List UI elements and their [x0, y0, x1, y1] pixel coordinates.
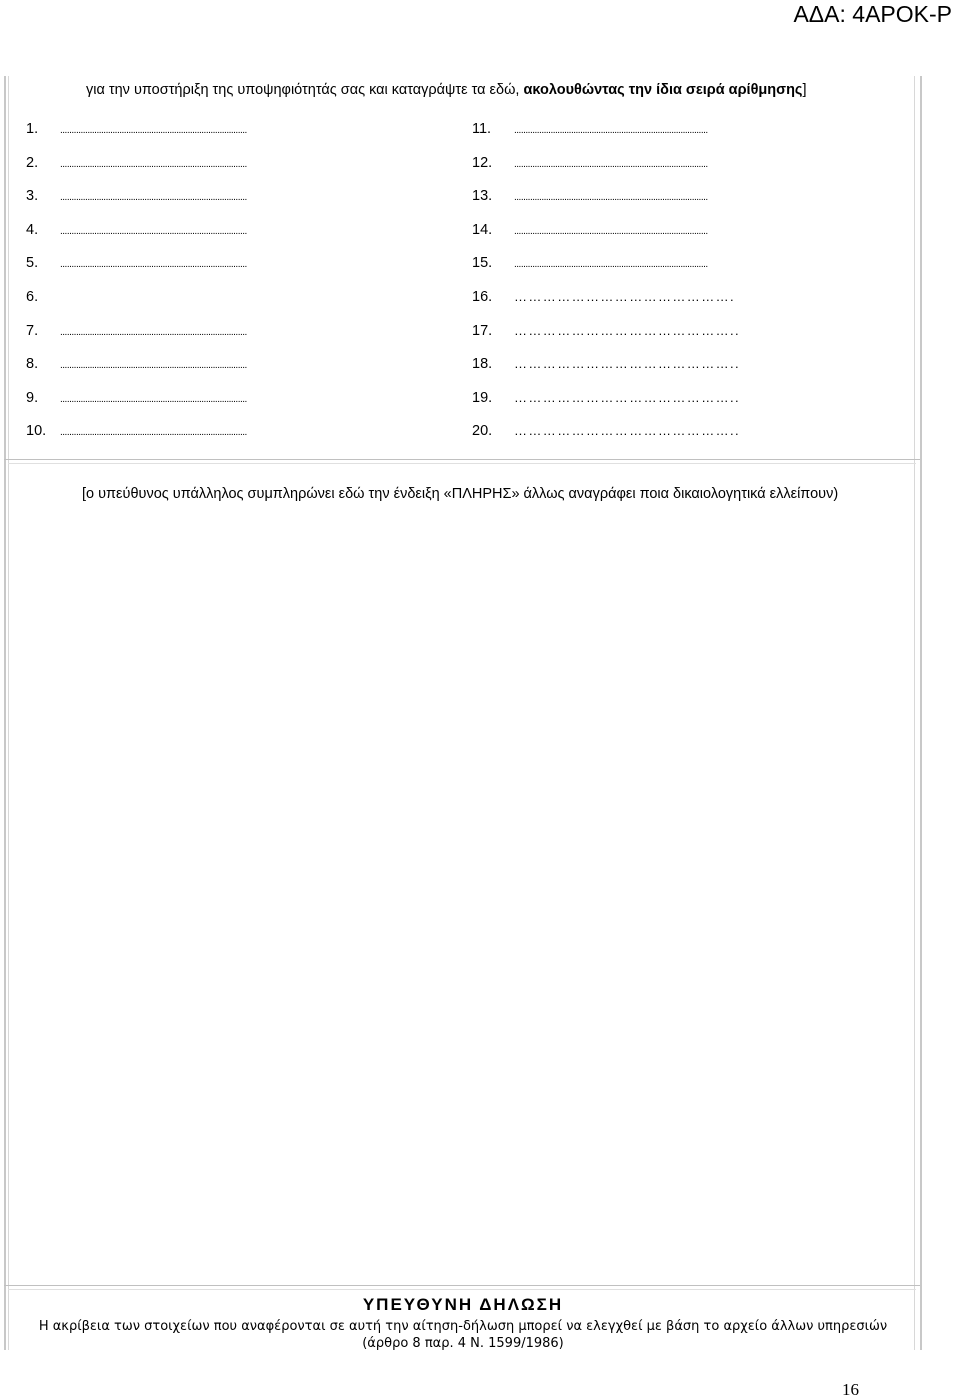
document-number: 8.: [26, 356, 39, 373]
declaration-title: ΥΠΕΥΘΥΝΗ ΔΗΛΩΣΗ: [362, 1295, 564, 1314]
document-number: 9.: [26, 389, 39, 406]
document-entry-line[interactable]: ………………………………………..: [514, 389, 741, 405]
document-entry-line[interactable]: ……………………………………….: [514, 289, 736, 304]
document-entry-line[interactable]: ………………………………………..: [514, 423, 741, 439]
page-number: 16: [842, 1380, 859, 1399]
ada-code: ΑΔΑ: 4ΑΡΟΚ-Ρ: [793, 1, 952, 27]
document-number: 10.: [26, 423, 47, 440]
document-row: [472, 390, 898, 410]
document-row: [472, 155, 898, 175]
document-entry-line[interactable]: ..................................................................................: [60, 360, 247, 372]
document-entry-line[interactable]: .....................................................................................: [514, 225, 708, 237]
document-row: [472, 121, 898, 141]
document-row: [26, 121, 430, 141]
document-row: [26, 423, 430, 443]
document-row: [472, 323, 898, 343]
document-number: 14.: [472, 221, 493, 238]
document-number: 5.: [26, 255, 39, 272]
document-number: 11.: [472, 121, 492, 137]
document-row: [26, 323, 430, 343]
document-row: [26, 356, 430, 376]
document-number: 13.: [472, 188, 493, 205]
document-row: [472, 255, 898, 275]
document-row: [26, 255, 430, 275]
section-divider: [4, 459, 920, 460]
document-entry-line[interactable]: ..................................................................................: [60, 259, 247, 271]
document-number: 12.: [472, 154, 493, 171]
document-entry-line[interactable]: ..................................................................................: [60, 326, 247, 338]
document-entry-line[interactable]: .....................................................................................: [514, 125, 708, 136]
document-number: 17.: [472, 322, 493, 339]
document-row: [26, 188, 430, 208]
document-entry-line[interactable]: ..................................................................................: [60, 192, 247, 204]
document-number: 7.: [26, 322, 39, 339]
document-row: [26, 289, 430, 309]
document-number: 1.: [26, 121, 39, 137]
instruction-text: [86, 80, 886, 100]
declaration-line2: (άρθρο 8 παρ. 4 Ν. 1599/1986): [362, 1336, 564, 1351]
document-row: [472, 188, 898, 208]
document-entry-line[interactable]: .....................................................................................: [514, 158, 708, 170]
document-number: 18.: [472, 356, 493, 373]
document-row: [26, 155, 430, 175]
document-entry-line[interactable]: .....................................................................................: [514, 192, 708, 204]
document-number: 16.: [472, 289, 493, 305]
document-number: 20.: [472, 423, 493, 440]
document-entry-line[interactable]: ………………………………………..: [514, 322, 741, 338]
document-number: 2.: [26, 154, 39, 171]
document-entry-line[interactable]: ..................................................................................: [60, 158, 247, 170]
declaration-line1: Η ακρίβεια των στοιχείων που αναφέρονται σε αυτή την αίτηση-δήλωση μπορεί να ελεγχθεί με βάση το αρχείο άλλων υπηρεσιών: [38, 1319, 888, 1334]
document-number: 6.: [26, 289, 39, 305]
section-divider: [4, 1285, 920, 1286]
document-number: 19.: [472, 389, 493, 406]
document-number: 3.: [26, 188, 39, 205]
document-row: [472, 356, 898, 376]
instruction-bold: ακολουθώντας την ίδια σειρά αρίθμησης: [523, 82, 803, 98]
instruction-close: ]: [802, 82, 807, 98]
document-row: [26, 390, 430, 410]
document-entry-line[interactable]: .....................................................................................: [514, 259, 708, 271]
document-entry-line[interactable]: ………………………………………..: [514, 356, 741, 372]
document-number: 4.: [26, 221, 39, 238]
document-row: [472, 222, 898, 242]
document-entry-line[interactable]: ..................................................................................: [60, 393, 247, 405]
instruction-normal: για την υποστήριξη της υποψηφιότητάς σας και καταγράψτε τα εδώ,: [86, 82, 520, 98]
document-entry-line[interactable]: ..................................................................................: [60, 225, 247, 237]
official-note: [ο υπεύθυνος υπάλληλος συμπληρώνει εδώ την ένδειξη «ΠΛΗΡΗΣ» άλλως αναγράφει ποια δικαιολογητικά ελλείπουν): [82, 486, 839, 502]
document-number: 15.: [472, 255, 493, 272]
document-entry-line[interactable]: ..................................................................................: [60, 427, 247, 439]
document-row: [472, 423, 898, 443]
declaration-text: [0, 1318, 926, 1352]
document-entry-line[interactable]: ..................................................................................: [60, 125, 247, 136]
document-row: [26, 222, 430, 242]
document-row: [472, 289, 898, 309]
